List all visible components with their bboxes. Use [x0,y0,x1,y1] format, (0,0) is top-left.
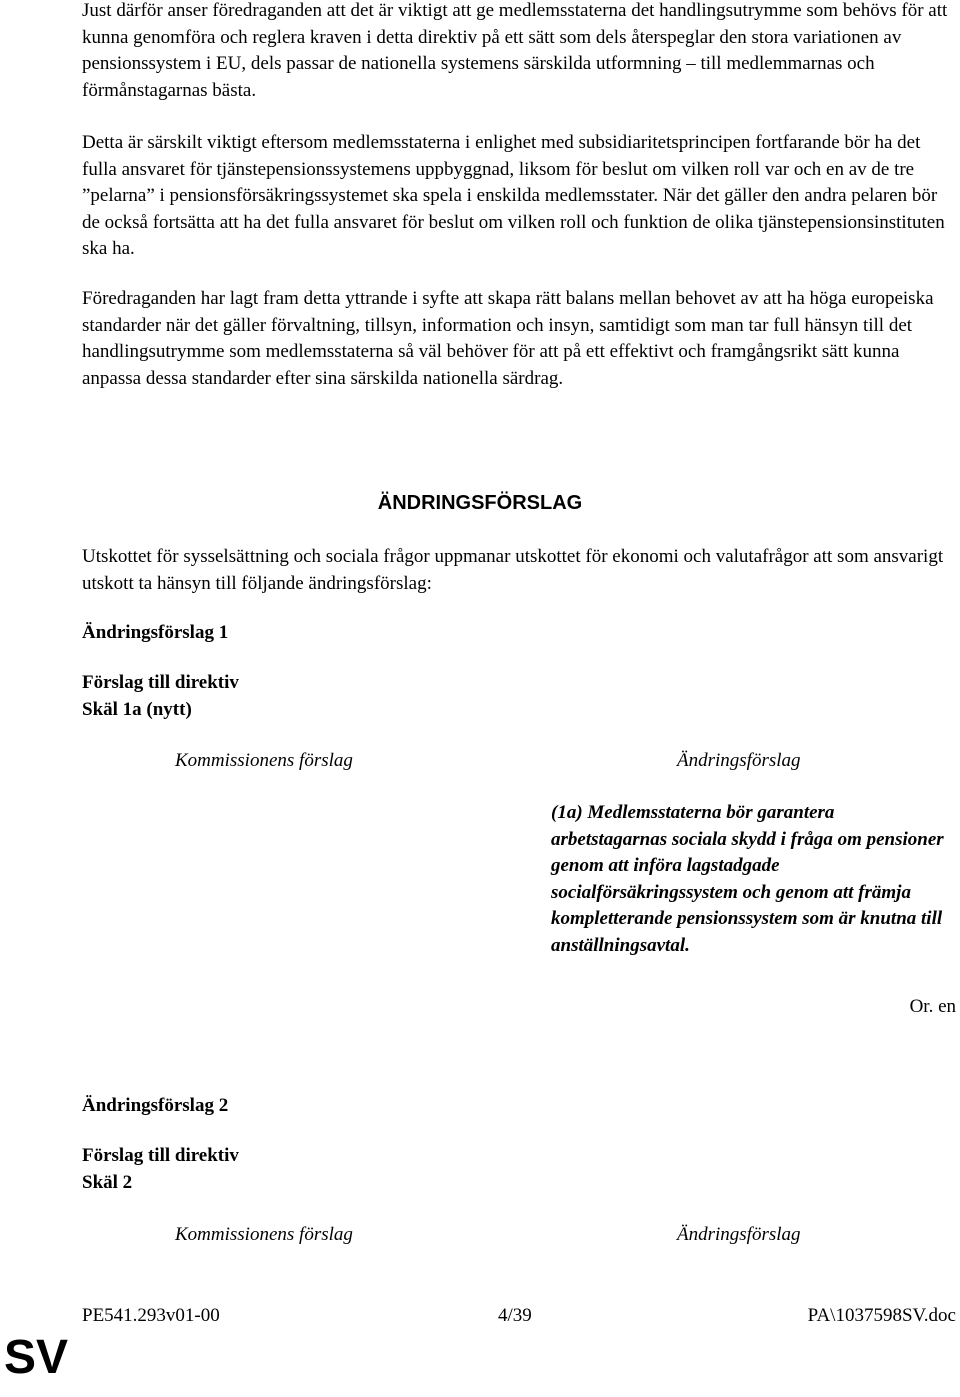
footer-file-name: PA\1037598SV.doc [807,1305,956,1326]
original-language: Or. en [909,996,956,1017]
body-paragraph-2: Detta är särskilt viktigt eftersom medlemsstaterna i enlighet med subsidiaritetsprincipen fortfarande bör ha det fulla ansvaret för tjänstepensionssystemens uppbyggnad, liksom för beslut om vilken roll var och en av de tre ”pelarna” i pensionsförsäkringssystemet ska spela i enskilda medlemsstater. När det gäller den andra pelaren bör de också fortsätta att ha det fulla ansvaret för beslut om vilken roll och funktion de olika tjänstepensionsinstituten ska ha. [82,132,945,259]
amendment-1-commission-proposal-header: Kommissionens förslag [175,750,353,771]
body-paragraph-1: Just därför anser föredraganden att det är viktigt att ge medlemsstaterna det handlingsutrymme som behövs för att kunna genomföra och reglera kraven i detta direktiv på ett sätt som dels återspeglar den stora variationen av pensionssystem i EU, dels passar de nationella systemens särskilda utformning – till medlemmarnas och förmånstagarnas bästa. [82,0,948,101]
amendment-2-commission-proposal-header: Kommissionens förslag [175,1224,353,1245]
amendment-2-amendment-header: Ändringsförslag [677,1224,801,1245]
amendment-1-recital: Skäl 1a (nytt) [82,699,192,720]
footer-page-number: 4/39 [498,1305,532,1326]
amendment-1-title: Ändringsförslag 1 [82,622,229,643]
section-heading: ÄNDRINGSFÖRSLAG [377,492,583,514]
amendment-1-amendment-header: Ändringsförslag [677,750,801,771]
footer-reference: PE541.293v01-00 [82,1305,220,1326]
amendment-2-document: Förslag till direktiv [82,1145,239,1166]
language-badge: SV [4,1331,69,1384]
amendment-2-title: Ändringsförslag 2 [82,1095,229,1116]
body-paragraph-3: Föredraganden har lagt fram detta yttrande i syfte att skapa rätt balans mellan behovet av att ha höga europeiska standarder när det gäller förvaltning, tillsyn, information och insyn, samtidigt som man tar full hänsyn till det handlingsutrymme som medlemsstaterna så väl behöver för att på ett effektivt och framgångsrikt sätt kunna anpassa dessa standarder efter sina särskilda nationella särdrag. [82,288,934,389]
amendment-1-text: (1a) Medlemsstaterna bör garantera arbetstagarnas sociala skydd i fråga om pensioner genom att införa lagstadgade socialförsäkringssystem och genom att främja kompletterande pensionssystem som är knutna till anställningsavtal. [551,802,944,956]
amendment-2-recital: Skäl 2 [82,1172,133,1193]
intro-paragraph: Utskottet för sysselsättning och sociala frågor uppmanar utskottet för ekonomi och valutafrågor att som ansvarigt utskott ta hänsyn till följande ändringsförslag: [82,546,944,594]
amendment-1-document: Förslag till direktiv [82,672,239,693]
